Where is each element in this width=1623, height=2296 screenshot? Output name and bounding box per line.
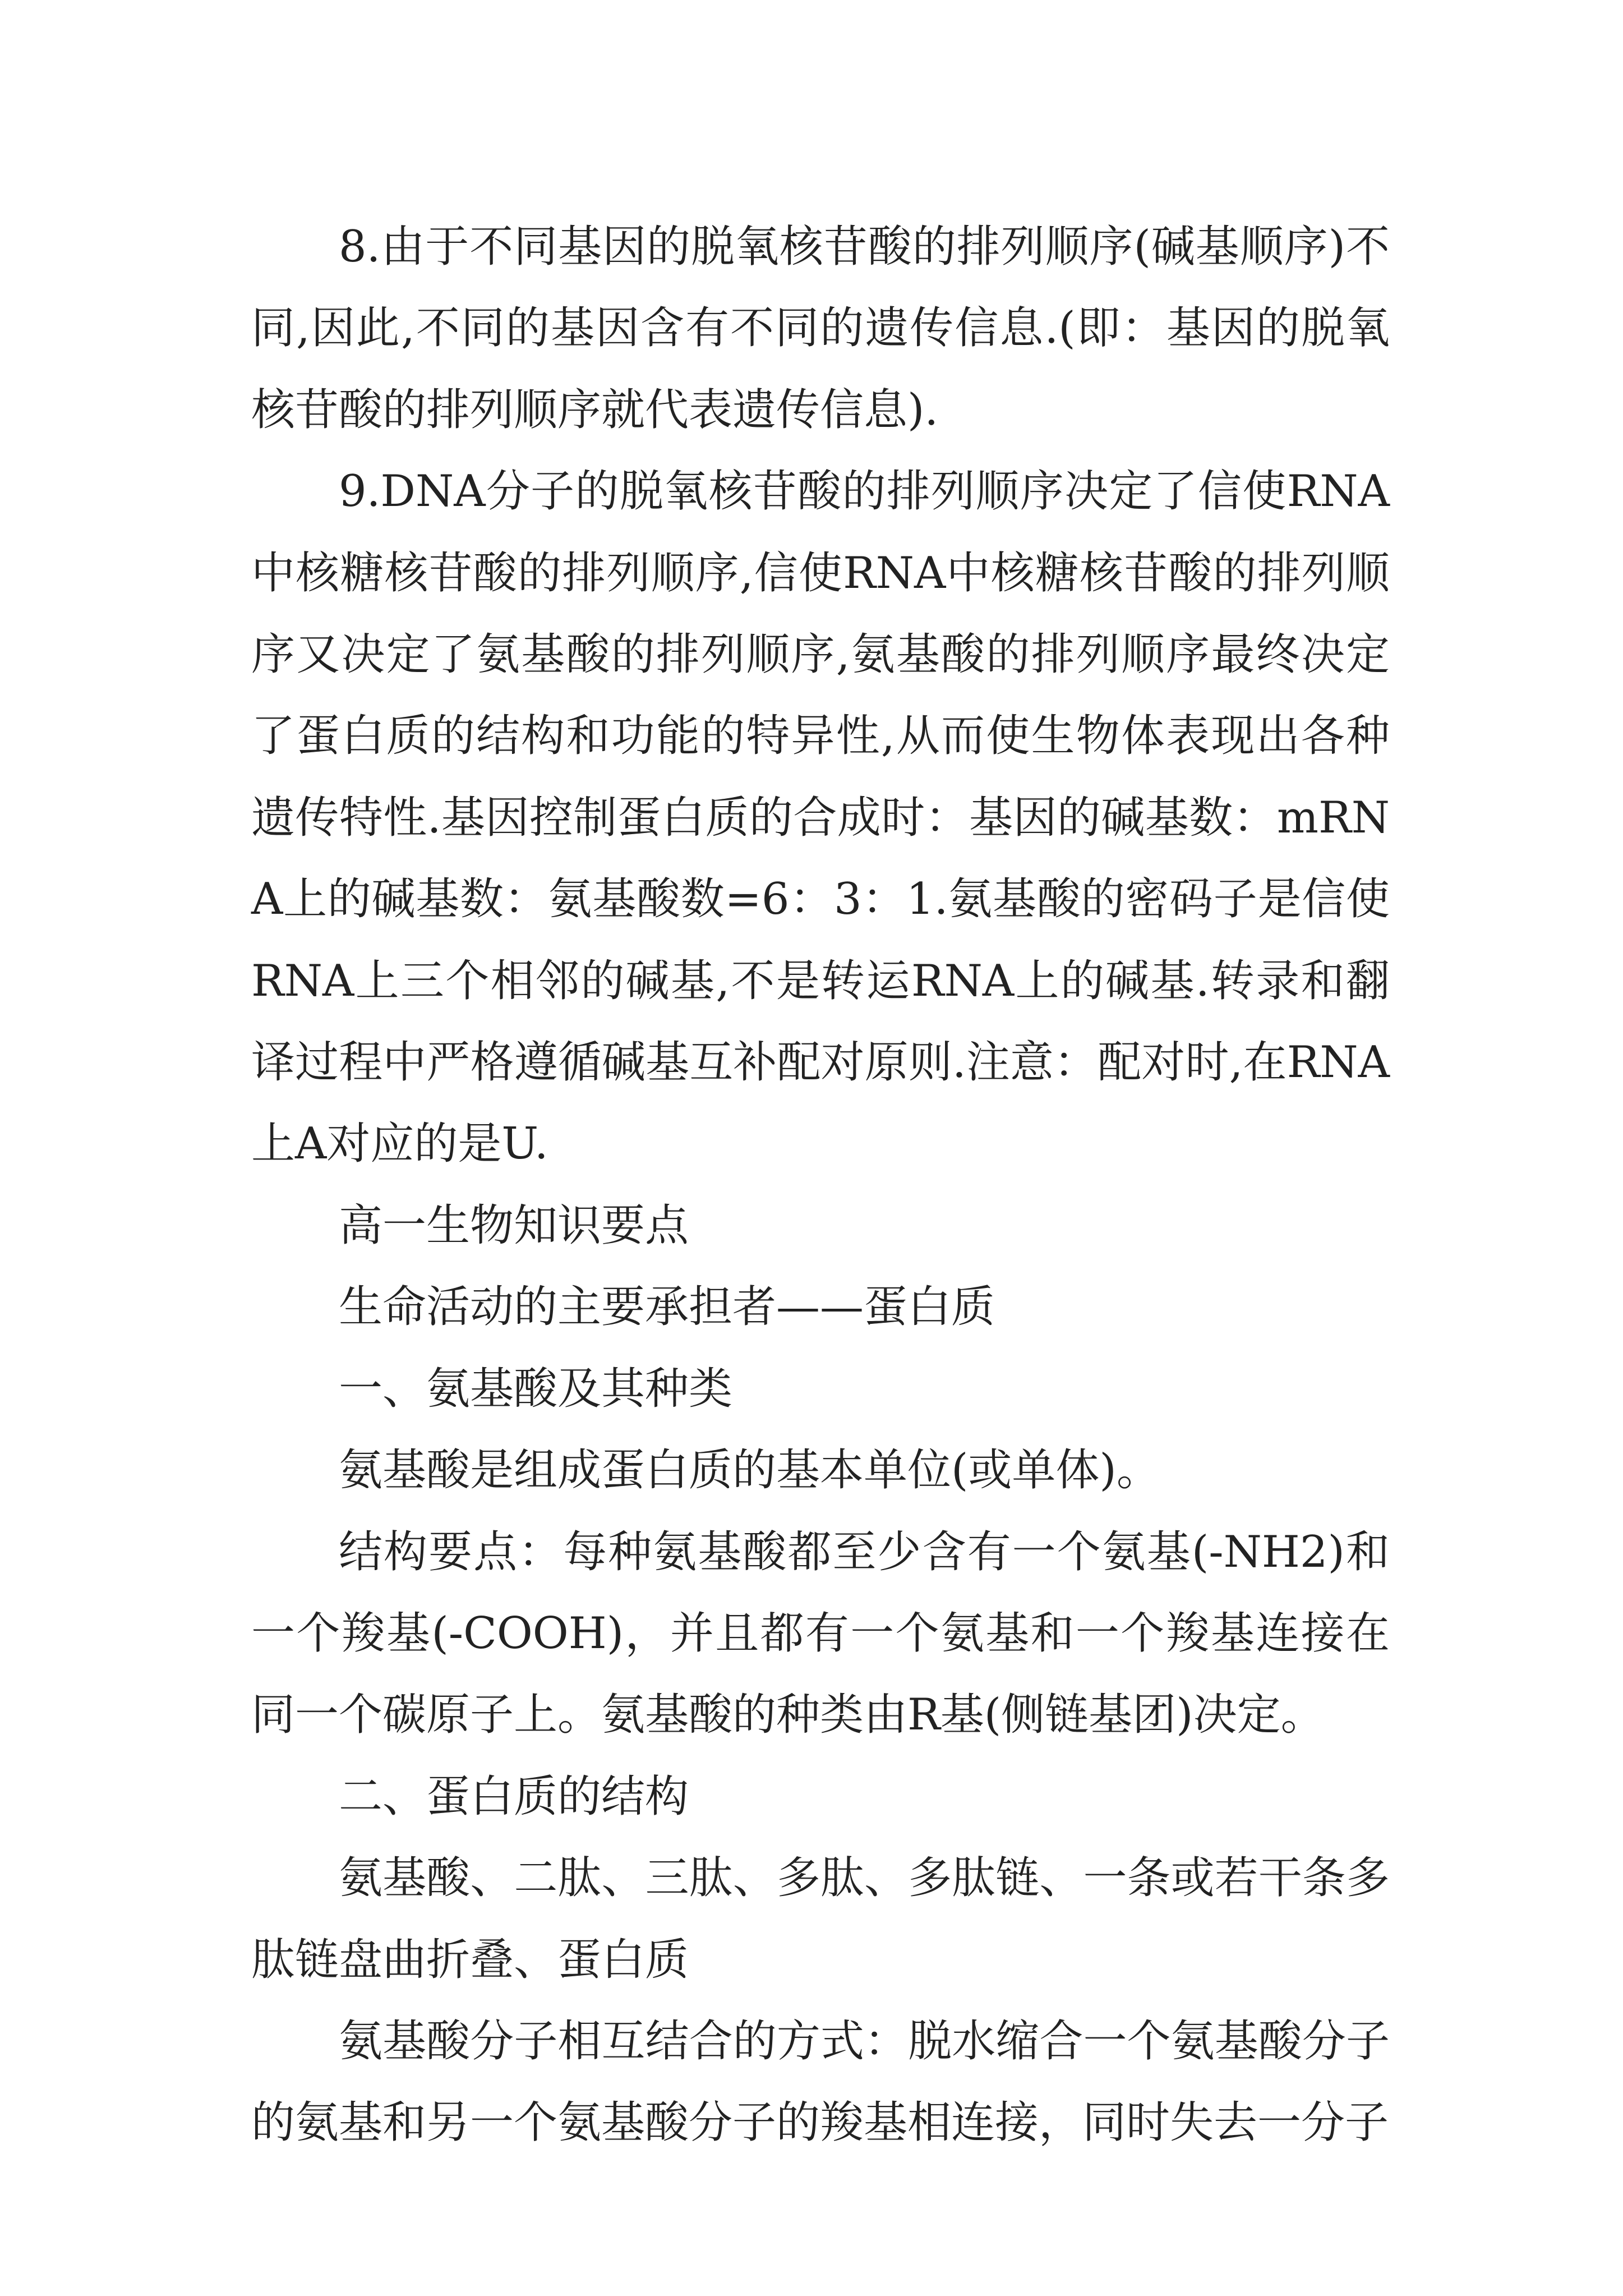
document-body <box>251 206 1390 2164</box>
paragraph-protein-levels: 氨基酸、二肽、三肽、多肽、多肽链、一条或若干条多肽链盘曲折叠、蛋白质 <box>251 1853 1390 1985</box>
section-subtitle: 生命活动的主要承担者——蛋白质 <box>339 1282 995 1333</box>
paragraph-dehydration-condensation: 氨基酸分子相互结合的方式：脱水缩合一个氨基酸分子的氨基和另一个氨基酸分子的羧基相连接，同时失去一分子 <box>251 2016 1390 2148</box>
heading-protein-structure: 二、蛋白质的结构 <box>339 1771 689 1822</box>
paragraph-8: 8.由于不同基因的脱氧核苷酸的排列顺序(碱基顺序)不同,因此,不同的基因含有不同的遗传信息.(即：基因的脱氧核苷酸的排列顺序就代表遗传信息). <box>251 222 1390 435</box>
section-title: 高一生物知识要点 <box>339 1200 689 1251</box>
paragraph-amino-acid-definition: 氨基酸是组成蛋白质的基本单位(或单体)。 <box>339 1445 1160 1496</box>
heading-amino-acids: 一、氨基酸及其种类 <box>339 1363 733 1414</box>
paragraph-9: 9.DNA分子的脱氧核苷酸的排列顺序决定了信使RNA中核糖核苷酸的排列顺序,信使RNA中核糖核苷酸的排列顺序又决定了氨基酸的排列顺序,氨基酸的排列顺序最终决定了蛋白质的结构和功能的特异性,从而使生物体表现出各种遗传特性.基因控制蛋白质的合成时：基因的碱基数：mRNA上的碱基数：氨基酸数=6：3：1.氨基酸的密码子是信使RNA上三个相邻的碱基,不是转运RNA上的碱基.转录和翻译过程中严格遵循碱基互补配对原则.注意：配对时,在RNA上A对应的是U. <box>251 466 1390 1170</box>
paragraph-structure-points: 结构要点：每种氨基酸都至少含有一个氨基(-NH2)和一个羧基(-COOH)，并且都有一个氨基和一个羧基连接在同一个碳原子上。氨基酸的种类由R基(侧链基团)决定。 <box>251 1526 1390 1741</box>
